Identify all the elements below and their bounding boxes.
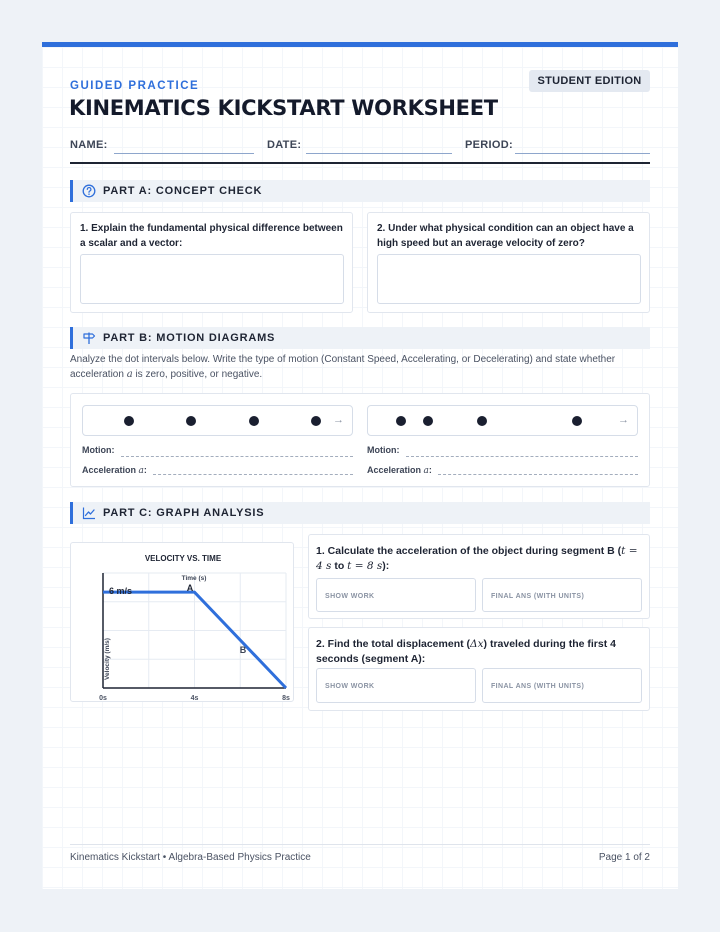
graph-question-2-text: 2. Find the total displacement (Δx) traveled during the first 4 seconds (segment A): [316, 638, 616, 665]
motion-label-2: Motion: [367, 445, 400, 455]
period-field[interactable] [515, 153, 650, 154]
question-2-text: 2. Under what physical condition can an object have a high speed but an average velocity of zero? [377, 223, 634, 249]
date-label: DATE: [267, 139, 302, 151]
velocity-graph-card [70, 542, 294, 702]
acceleration-label-1: Acceleration a: [82, 465, 147, 476]
footer-course: Kinematics Kickstart • Algebra-Based Physics Practice [70, 852, 311, 863]
motion-track-2 [367, 405, 638, 436]
x-tick-label: 0s [99, 695, 107, 702]
show-work-box-1[interactable]: SHOW WORK [316, 578, 476, 612]
segment-b-label: B [239, 645, 247, 655]
motion-dot [477, 416, 487, 426]
answer-box-2[interactable] [377, 254, 641, 304]
question-circle-icon [82, 184, 96, 198]
chart-title: VELOCITY VS. TIME [144, 554, 222, 563]
question-card-1 [70, 212, 353, 313]
x-tick-label: 4s [190, 695, 199, 702]
intro-text-start: Analyze the dot intervals below. Write the type of motion (Constant Speed, Accelerating, or Decelerating) and state whether acceleration [70, 354, 616, 380]
graph-question-card-1 [308, 534, 650, 619]
page-title: KINEMATICS KICKSTART WORKSHEET [69, 96, 498, 120]
period-label: PERIOD: [465, 139, 513, 151]
intro-symbol: a [126, 369, 133, 380]
segment-a-label: A [186, 583, 194, 593]
name-field[interactable] [114, 153, 254, 154]
part-c-title: PART C: GRAPH ANALYSIS [103, 507, 265, 519]
acceleration-label-2: Acceleration a: [367, 465, 432, 476]
acceleration-answer-line-2[interactable] [438, 474, 638, 475]
question-card-2 [367, 212, 650, 313]
graph-question-card-2 [308, 627, 650, 711]
motion-dot [572, 416, 582, 426]
y-axis-title: Velocity (m/s) [104, 638, 111, 680]
motion-dot [423, 416, 433, 426]
header-divider [70, 162, 650, 164]
velocity-time-chart [71, 543, 295, 703]
part-a-header [70, 180, 650, 202]
motion-answer-line-2[interactable] [406, 456, 638, 457]
motion-dot [124, 416, 134, 426]
question-1-text: 1. Explain the fundamental physical difference between a scalar and a vector: [80, 223, 343, 249]
acceleration-answer-line-1[interactable] [153, 474, 353, 475]
date-field[interactable] [306, 153, 452, 154]
line-chart-icon [82, 506, 96, 520]
motion-dot [396, 416, 406, 426]
part-b-instructions [70, 352, 650, 382]
answer-box-1[interactable] [80, 254, 344, 304]
part-a-title: PART A: CONCEPT CHECK [103, 185, 263, 197]
intro-text-end: is zero, positive, or negative. [132, 369, 263, 380]
x-tick-label: 8s [282, 695, 290, 702]
arrow-right-icon: → [333, 414, 344, 426]
part-c-header [70, 502, 650, 524]
motion-dot [186, 416, 196, 426]
final-answer-box-1[interactable]: FINAL ANS (WITH UNITS) [482, 578, 642, 612]
motion-diagrams-panel [70, 393, 650, 487]
part-b-title: PART B: MOTION DIAGRAMS [103, 332, 276, 344]
show-work-box-2[interactable]: SHOW WORK [316, 668, 476, 703]
motion-dot [249, 416, 259, 426]
worksheet-page [42, 42, 678, 889]
page-number: Page 1 of 2 [598, 852, 650, 863]
motion-label-1: Motion: [82, 445, 115, 455]
motion-answer-line-1[interactable] [121, 456, 353, 457]
footer-divider [70, 844, 650, 845]
part-b-header [70, 327, 650, 349]
edition-badge: STUDENT EDITION [529, 70, 650, 92]
name-label: NAME: [70, 139, 108, 151]
motion-dot [311, 416, 321, 426]
arrow-right-icon: → [618, 414, 629, 426]
graph-question-1-text: 1. Calculate the acceleration of the object during segment B (t = 4 s to t = 8 s): [316, 545, 638, 572]
motion-track-1 [82, 405, 353, 436]
signpost-icon [82, 331, 96, 345]
eyebrow-label: GUIDED PRACTICE [70, 80, 200, 92]
final-answer-box-2[interactable]: FINAL ANS (WITH UNITS) [482, 668, 642, 703]
x-axis-title: Time (s) [181, 575, 207, 582]
velocity-value-label: 6 m/s [109, 586, 133, 596]
